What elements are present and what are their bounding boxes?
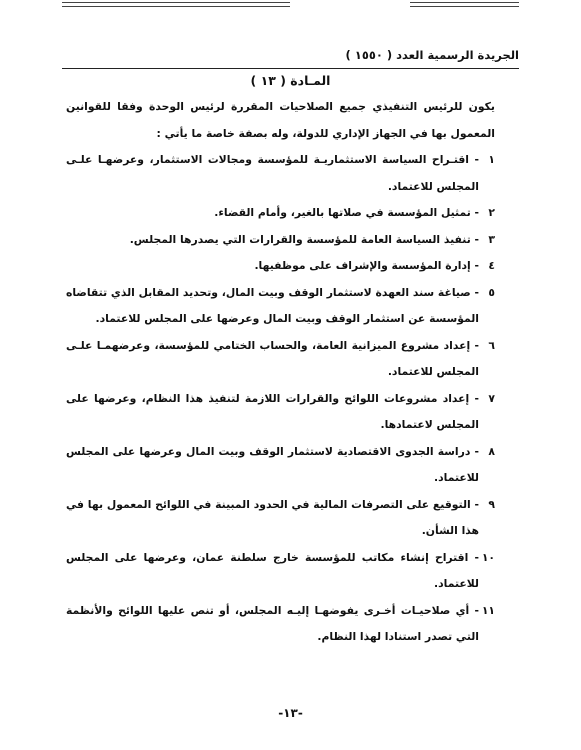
item-number: ٢ [488, 206, 495, 219]
top-border-rule [62, 2, 519, 7]
gazette-header-title: الجريدة الرسمية العدد ( ١٥٥٠ ) [345, 48, 519, 62]
item-text: - اقتـراح السياسة الاستثماريـة للمؤسسة ومجالات الاستثمار، وعرضهـا علـى المجلس للاعتماد. [66, 153, 479, 193]
item-number: ٨ [488, 444, 495, 458]
list-item [66, 545, 495, 598]
article-intro: يكون للرئيس التنفيذي جميع الصلاحيات المقررة لرئيس الوحدة وفقا للقوانين المعمول بها في الجهاز الإداري للدولة، وله بصفة خاصة ما يأتي : [66, 100, 495, 140]
item-text: - إدارة المؤسسة والإشراف على موظفيها. [254, 259, 479, 272]
list-item [66, 200, 495, 227]
item-text: - دراسة الجدوى الاقتصادية لاستثمار الوقف وبيت المال وعرضها على المجلس للاعتماد. [66, 444, 479, 484]
item-number: ١١ [481, 603, 495, 617]
item-number: ١٠ [481, 550, 495, 564]
list-item [66, 147, 495, 200]
list-item [66, 253, 495, 280]
page-number: -١٣- [278, 706, 303, 720]
list-item [66, 227, 495, 254]
item-text: - اقتراح إنشاء مكاتب للمؤسسة خارج سلطنة عمان، وعرضها على المجلس للاعتماد. [66, 550, 479, 590]
article-body [66, 94, 495, 651]
item-text: - إعداد مشروعات اللوائح والقرارات اللازمة لتنفيذ هذا النظام، وعرضها على المجلس لاعتمادها. [66, 391, 479, 431]
item-number: ٧ [488, 391, 495, 405]
item-text: - أي صلاحيـات أخـرى يفوضهـا إليـه المجلس، أو تنص عليها اللوائح والأنظمة التي تصدر استنادا لهذا النظام. [66, 603, 479, 643]
item-number: ١ [488, 153, 495, 166]
list-item [66, 598, 495, 651]
item-number: ٩ [488, 497, 495, 511]
item-number: ٣ [488, 232, 495, 246]
item-text: - صياغة سند العهدة لاستثمار الوقف وبيت المال، وتحديد المقابل الذي تتقاضاه المؤسسة عن استثمار الوقف وبيت المال وعرضها على المجلس للاعتماد. [66, 285, 479, 325]
item-number: ٤ [488, 259, 495, 272]
list-item [66, 386, 495, 439]
item-text: - تنفيذ السياسة العامة للمؤسسة والقرارات التي يصدرها المجلس. [129, 232, 479, 246]
list-item [66, 333, 495, 386]
item-text: - إعداد مشروع الميزانية العامة، والحساب الختامي للمؤسسة، وعرضهمـا علـى المجلس للاعتماد. [66, 338, 479, 378]
item-number: ٥ [488, 285, 495, 299]
list-item [66, 280, 495, 333]
item-text: - تمثيل المؤسسة في صلاتها بالغير، وأمام القضاء. [214, 206, 479, 219]
list-item [66, 439, 495, 492]
item-text: - التوقيع على التصرفات المالية في الحدود المبينة في اللوائح المعمول بها في هذا الشأن. [66, 497, 479, 537]
list-item [66, 492, 495, 545]
article-title: المـادة ( ١٣ ) [250, 73, 331, 88]
header-divider [62, 68, 519, 69]
item-number: ٦ [488, 338, 495, 352]
